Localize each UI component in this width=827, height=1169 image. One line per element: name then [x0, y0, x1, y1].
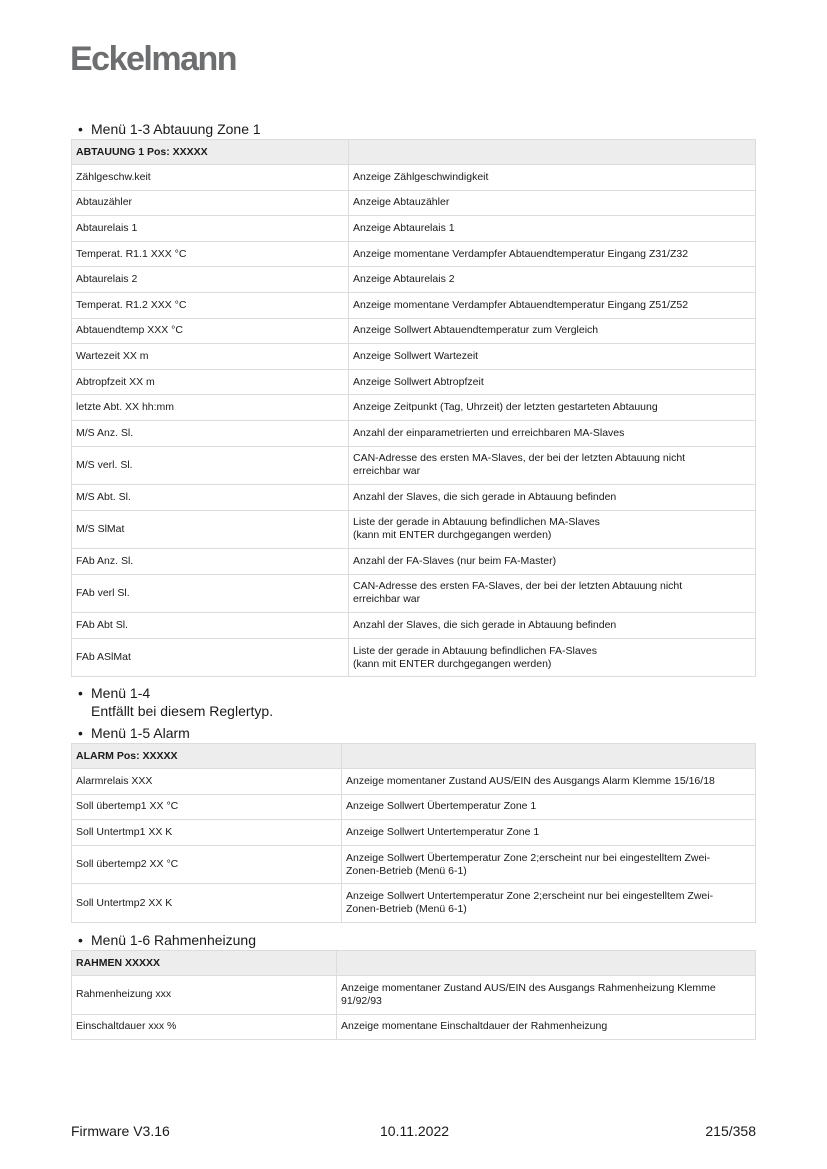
table-alarm: [71, 743, 756, 923]
description-line: Zonen-Betrieb (Menü 6-1): [346, 903, 467, 916]
parameter-name-cell: FAb Anz. Sl.: [72, 549, 349, 575]
table-row: [72, 638, 756, 677]
table-row: [72, 769, 756, 795]
parameter-name-cell: M/S Anz. Sl.: [72, 420, 349, 446]
description-line: Anzeige Sollwert Untertemperatur Zone 2;erscheint nur bei eingestelltem Zwei-: [346, 890, 714, 903]
description-cell: [349, 638, 756, 677]
table-row: [72, 344, 756, 370]
table-header-empty: [342, 744, 756, 769]
description-cell: [349, 318, 756, 344]
description-line: Anzeige momentane Verdampfer Abtauendtemperatur Eingang Z31/Z32: [353, 247, 689, 260]
section-heading-menu-1-6: • Menü 1-6 Rahmenheizung: [78, 932, 256, 948]
table-row: [72, 884, 756, 923]
parameter-name-cell: Soll Untertmp1 XX K: [72, 820, 342, 846]
table-header-label: ALARM Pos: XXXXX: [72, 744, 342, 769]
description-line: Anzeige Abtaurelais 2: [353, 273, 455, 286]
description-cell: [349, 574, 756, 613]
parameter-name-cell: M/S verl. Sl.: [72, 446, 349, 485]
description-line: Anzeige Sollwert Wartezeit: [353, 349, 479, 362]
parameter-name-cell: letzte Abt. XX hh:mm: [72, 395, 349, 421]
parameter-name-cell: Rahmenheizung xxx: [72, 976, 337, 1015]
description-cell: [342, 884, 756, 923]
table-row: [72, 976, 756, 1015]
parameter-name-cell: Abtropfzeit XX m: [72, 369, 349, 395]
description-cell: [349, 510, 756, 549]
description-line: Anzeige Sollwert Übertemperatur Zone 2;erscheint nur bei eingestelltem Zwei-: [346, 851, 711, 864]
table-row: [72, 318, 756, 344]
description-cell: [349, 613, 756, 639]
table-row: [72, 794, 756, 820]
description-line: erreichbar war: [353, 465, 421, 478]
description-line: Anzeige momentane Einschaltdauer der Rahmenheizung: [341, 1020, 608, 1033]
description-cell: [349, 369, 756, 395]
description-line: Anzeige Abtaurelais 1: [353, 221, 455, 234]
description-line: CAN-Adresse des ersten FA-Slaves, der bei der letzten Abtauung nicht: [353, 580, 683, 593]
description-line: Anzeige Sollwert Übertemperatur Zone 1: [346, 800, 537, 813]
description-cell: [342, 845, 756, 884]
table-row: [72, 267, 756, 293]
table-header-empty: [349, 140, 756, 165]
table-row: [72, 369, 756, 395]
description-cell: [349, 292, 756, 318]
table-row: [72, 292, 756, 318]
description-line: (kann mit ENTER durchgegangen werden): [353, 529, 552, 542]
description-cell: [349, 344, 756, 370]
description-cell: [349, 395, 756, 421]
table-row: [72, 395, 756, 421]
parameter-name-cell: Soll Untertmp2 XX K: [72, 884, 342, 923]
table-row: [72, 165, 756, 191]
table-abtauung-zone-1: [71, 139, 756, 677]
table-row: [72, 241, 756, 267]
description-cell: [349, 446, 756, 485]
table-row: [72, 446, 756, 485]
parameter-name-cell: M/S Abt. Sl.: [72, 485, 349, 511]
parameter-name-cell: Soll übertemp2 XX °C: [72, 845, 342, 884]
description-line: 91/92/93: [341, 994, 382, 1007]
footer-firmware: Firmware V3.16: [71, 1123, 170, 1139]
description-line: (kann mit ENTER durchgegangen werden): [353, 657, 552, 670]
description-cell: [337, 976, 756, 1015]
description-cell: [337, 1014, 756, 1040]
section-heading-menu-1-4: • Menü 1-4: [78, 685, 151, 701]
description-cell: [342, 769, 756, 795]
parameter-name-cell: Temperat. R1.2 XXX °C: [72, 292, 349, 318]
description-cell: [342, 820, 756, 846]
description-line: Anzeige momentaner Zustand AUS/EIN des Ausgangs Rahmenheizung Klemme: [341, 981, 716, 994]
table-header-label: ABTAUUNG 1 Pos: XXXXX: [72, 140, 349, 165]
table-row: [72, 216, 756, 242]
menu-1-4-note: Entfällt bei diesem Reglertyp.: [91, 703, 274, 719]
description-line: Zonen-Betrieb (Menü 6-1): [346, 864, 467, 877]
parameter-name-cell: Abtauendtemp XXX °C: [72, 318, 349, 344]
parameter-name-cell: Einschaltdauer xxx %: [72, 1014, 337, 1040]
section-heading-menu-1-3: • Menü 1-3 Abtauung Zone 1: [78, 121, 261, 137]
parameter-name-cell: Alarmrelais XXX: [72, 769, 342, 795]
description-line: Anzeige Zeitpunkt (Tag, Uhrzeit) der letzten gestarteten Abtauung: [353, 401, 658, 414]
eckelmann-logo: Eckelmann: [70, 40, 237, 78]
footer-page-number: 215/358: [705, 1123, 756, 1139]
table-row: [72, 485, 756, 511]
description-cell: [349, 165, 756, 191]
description-cell: [349, 267, 756, 293]
description-line: Anzahl der Slaves, die sich gerade in Abtauung befinden: [353, 490, 617, 503]
table-row: [72, 613, 756, 639]
parameter-name-cell: Soll übertemp1 XX °C: [72, 794, 342, 820]
section-heading-menu-1-5: • Menü 1-5 Alarm: [78, 725, 190, 741]
table-rahmenheizung: [71, 950, 756, 1040]
table-row: [72, 845, 756, 884]
description-line: CAN-Adresse des ersten MA-Slaves, der bei der letzten Abtauung nicht: [353, 452, 686, 465]
description-line: Anzeige momentaner Zustand AUS/EIN des Ausgangs Alarm Klemme 15/16/18: [346, 774, 715, 787]
parameter-name-cell: Temperat. R1.1 XXX °C: [72, 241, 349, 267]
description-line: Liste der gerade in Abtauung befindlichen FA-Slaves: [353, 644, 597, 657]
description-line: Anzeige momentane Verdampfer Abtauendtemperatur Eingang Z51/Z52: [353, 298, 689, 311]
parameter-name-cell: FAb Abt Sl.: [72, 613, 349, 639]
description-line: Anzeige Sollwert Untertemperatur Zone 1: [346, 825, 540, 838]
parameter-name-cell: M/S SlMat: [72, 510, 349, 549]
description-cell: [349, 216, 756, 242]
table-row: [72, 549, 756, 575]
parameter-name-cell: Wartezeit XX m: [72, 344, 349, 370]
parameter-name-cell: FAb verl Sl.: [72, 574, 349, 613]
description-line: Anzahl der Slaves, die sich gerade in Abtauung befinden: [353, 619, 617, 632]
footer-date: 10.11.2022: [380, 1123, 450, 1139]
description-line: Anzeige Zählgeschwindigkeit: [353, 170, 489, 183]
table-header-empty: [337, 951, 756, 976]
table-row: [72, 1014, 756, 1040]
description-cell: [349, 241, 756, 267]
parameter-name-cell: FAb ASlMat: [72, 638, 349, 677]
description-cell: [342, 794, 756, 820]
description-line: Anzahl der einparametrierten und erreichbaren MA-Slaves: [353, 426, 625, 439]
table-row: [72, 420, 756, 446]
table-row: [72, 510, 756, 549]
description-line: Liste der gerade in Abtauung befindlichen MA-Slaves: [353, 516, 600, 529]
table-row: [72, 574, 756, 613]
table-row: [72, 190, 756, 216]
table-row: [72, 820, 756, 846]
parameter-name-cell: Zählgeschw.keit: [72, 165, 349, 191]
description-cell: [349, 420, 756, 446]
description-line: Anzeige Sollwert Abtropfzeit: [353, 375, 484, 388]
description-line: Anzahl der FA-Slaves (nur beim FA-Master): [353, 554, 557, 567]
description-line: Anzeige Sollwert Abtauendtemperatur zum Vergleich: [353, 324, 599, 337]
table-header-label: RAHMEN XXXXX: [72, 951, 337, 976]
parameter-name-cell: Abtaurelais 1: [72, 216, 349, 242]
description-cell: [349, 549, 756, 575]
description-line: Anzeige Abtauzähler: [353, 196, 450, 209]
description-cell: [349, 485, 756, 511]
parameter-name-cell: Abtauzähler: [72, 190, 349, 216]
parameter-name-cell: Abtaurelais 2: [72, 267, 349, 293]
description-cell: [349, 190, 756, 216]
description-line: erreichbar war: [353, 593, 421, 606]
